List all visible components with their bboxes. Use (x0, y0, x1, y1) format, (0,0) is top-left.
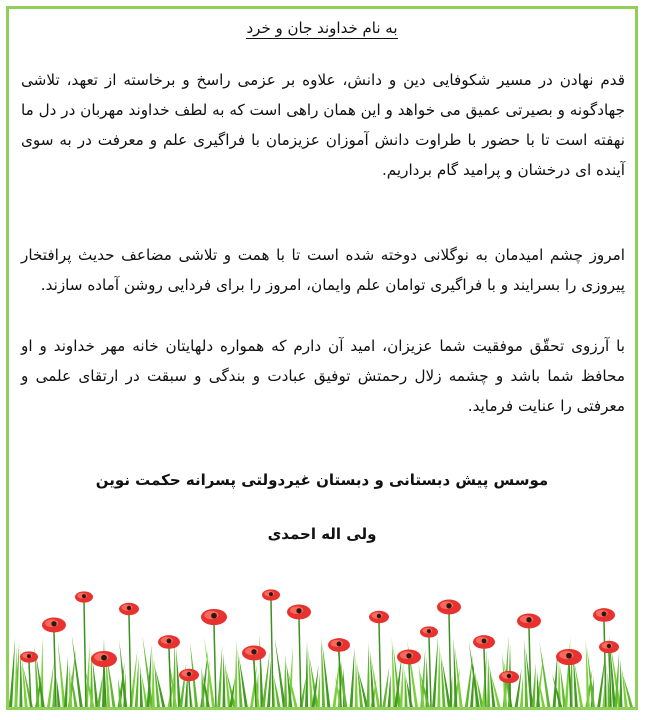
poppy-stem (84, 602, 86, 707)
poppy-center (82, 594, 86, 598)
poppy-center (27, 654, 31, 658)
poppy-center (507, 674, 511, 678)
poppy-stem (129, 615, 131, 707)
grass (9, 635, 633, 707)
poppy-stem (189, 681, 191, 707)
grass-blade (432, 635, 438, 707)
poppy-center (101, 655, 107, 661)
poppy-center (427, 629, 431, 633)
poppy-center (269, 592, 273, 596)
grass-blade (152, 652, 155, 707)
grass-blade (234, 640, 237, 707)
grass-blade (619, 659, 622, 707)
poppy-center (446, 603, 451, 608)
signature-organization: موسس پیش دبستانی و دبستان غیردولتی پسرانه حکمت نوین (95, 471, 549, 489)
grass-blade (305, 641, 308, 707)
poppy-center (377, 614, 381, 618)
poppy-center (296, 608, 301, 613)
grass-blade (532, 663, 536, 707)
poppy-center (127, 606, 131, 610)
poppy-stem (429, 637, 431, 707)
poppy-center (566, 653, 572, 659)
grass-blade (259, 635, 263, 707)
poppy-meadow-icon (9, 587, 635, 707)
poppy-center (51, 621, 56, 626)
grass-blade (453, 638, 457, 707)
poppy-center (526, 617, 531, 622)
grass-blade (64, 656, 68, 707)
poppy-stem (254, 660, 256, 707)
grass-blade (392, 637, 396, 707)
poppy-stem (569, 665, 571, 707)
grass-blade (9, 638, 15, 707)
letter-frame (6, 6, 638, 710)
grass-blade (321, 636, 325, 707)
grass-blade (350, 647, 355, 707)
paragraph-1: قدم نهادن در مسیر شکوفایی دین و دانش، علاوه بر عزمی راسخ و برخاسته از تعهد، تلاشی جهادگونه و بصیرتی عمیق می خواهد و این همان راهی است که به لطف خداوند مهربان در دل ما نهفته است تا با حضور با طراوت دانش آموزان عزیزمان با فراگیری علم و معرفت در به سوی آینده ای درخشان و پرامید گام برداریم. (21, 71, 625, 179)
poppy-center (337, 641, 342, 646)
poppy-stem (449, 614, 451, 707)
grass-blade (222, 653, 225, 707)
paragraph-3: با آرزوی تحقّق موفقیت شما عزیزان، امید آن دارم که همواره دلهایتان خانه مهر خداوند و او محافظ شما باشد و چشمه زلال رحمتش توفیق عبادت و بندگی و سبقت در ارتقای علمی و معرفتی را عنایت فرماید. (21, 337, 625, 415)
grass-blade (284, 654, 287, 707)
poppy-stem (529, 628, 531, 707)
grass-blade (140, 665, 143, 707)
letter-title: به نام خداوند جان و خرد (246, 19, 398, 37)
grass-blade (56, 677, 60, 707)
poppy-center (187, 672, 191, 676)
poppy-stem (299, 619, 301, 707)
grass-blade (405, 669, 408, 707)
poppy-stem (379, 623, 381, 707)
poppy-stem (271, 600, 273, 707)
poppy-center (607, 644, 611, 648)
grass-blade (92, 659, 98, 707)
poppy-center (211, 613, 217, 619)
poppy-center (482, 638, 487, 643)
signature-name: ولی اله احمدی (267, 525, 377, 543)
grass-blade (97, 675, 103, 707)
grass-blade (14, 646, 17, 707)
poppy-center (167, 638, 172, 643)
grass-blade (355, 655, 358, 707)
grass-blade (367, 642, 370, 707)
paragraph-2: امروز چشم امیدمان به نوگلانی دوخته شده است تا با همت و تلاشی مضاعف حدیث پرافتخار پیروزی را بسرایند و با فراگیری توامان علم وایمان، امروز را برای فردایی روشن آماده سازند. (21, 246, 625, 294)
grass-blade (217, 645, 222, 707)
poppy-center (602, 611, 607, 616)
grass-blade (437, 643, 440, 707)
poppy-center (406, 653, 411, 658)
poppy-stem (214, 625, 216, 707)
grass-blade (487, 657, 490, 707)
poppy-center (251, 649, 256, 654)
grass-blade (135, 657, 139, 707)
